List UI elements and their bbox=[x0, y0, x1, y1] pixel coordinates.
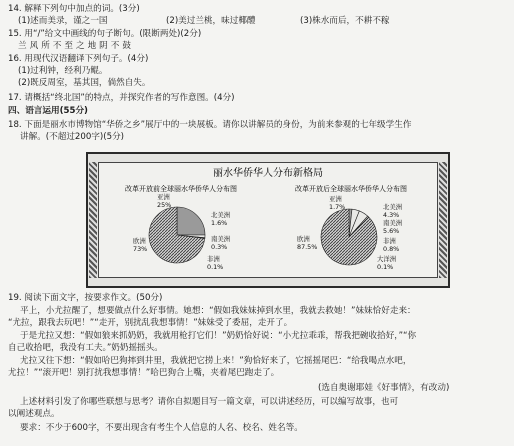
pie-2-label-3-1: 0.8% bbox=[383, 245, 400, 253]
q18-line-1: 18. 下面是丽水市博物馆“华侨之乡”展厅中的一块展板。请你以讲解员的身份，为前来参观的七年级学生作 bbox=[8, 120, 412, 130]
pie-1-label-3-1: 0.1% bbox=[207, 263, 224, 271]
q19-p4b: 以阐述观点。 bbox=[8, 409, 60, 419]
pie-1-label-4-1: 73% bbox=[133, 245, 148, 253]
q16-item-1: (1)过利钟，经利乃鲲。 bbox=[18, 66, 108, 76]
chart-2-title: 改革开放后全球丽水华侨华人分布图 bbox=[295, 185, 407, 193]
q19-p2: 于是尤拉又想：“假如狼来抓奶奶，我就用枪打它们！”奶奶恰好说：“小尤拉乖乖，帮我把碗收拾好，”“你 bbox=[20, 331, 417, 341]
section-4-title: 四、语言运用(55分) bbox=[8, 106, 88, 116]
q19-p4: 上述材料引发了你哪些联想与思考？请你自拟题目写一篇文章，可以讲述经历，可以编写故事，也可 bbox=[20, 397, 399, 407]
pie-1-label-2-0: 南美洲 bbox=[211, 235, 231, 243]
pie-1-label-1-1: 1.6% bbox=[211, 219, 228, 227]
board-border-left bbox=[89, 162, 97, 278]
pie-charts bbox=[99, 163, 437, 277]
pie-2-label-1-0: 北美洲 bbox=[383, 203, 403, 211]
q14-item-2: (2)美过兰桃，味过椰醴 bbox=[166, 16, 256, 26]
board-border-right bbox=[439, 162, 447, 278]
q15-sentence: 兰风所不至之地阴不鼓 bbox=[18, 41, 134, 51]
pie-2-label-5-0: 欧洲 bbox=[297, 235, 310, 243]
pie-1-label-4-0: 欧洲 bbox=[133, 237, 146, 245]
q19-p1b: “尤拉，跟我去玩吧！”“走开，别扰乱我想事情！”妹妹受了委屈，走开了。 bbox=[8, 318, 293, 328]
q19-requirement: 要求：不少于600字，不要出现含有考生个人信息的人名、校名、姓名等。 bbox=[20, 423, 303, 433]
pie-2-label-4-1: 0.1% bbox=[377, 263, 394, 271]
pie-1-label-3-0: 非洲 bbox=[207, 255, 220, 263]
q19-p3: 尤拉又往下想：“假如哈巴狗摔到井里，我就把它捞上来！”狗恰好来了，它摇摇尾巴：“给我喝点水吧， bbox=[20, 356, 412, 366]
q16-title: 16. 用现代汉语翻译下列句子。(4分) bbox=[8, 54, 149, 64]
pie-2-label-3-0: 非洲 bbox=[383, 237, 396, 245]
q19-p3b: 尤拉！”“滚开吧！别打扰我想事情！”哈巴狗合上嘴，夹着尾巴跑走了。 bbox=[8, 368, 280, 378]
pie-1-label-0-0: 亚洲 bbox=[157, 193, 170, 201]
q16-item-2: (2)既反周室，基其国，倘然自失。 bbox=[18, 78, 151, 88]
pie-1-label-1-0: 北美洲 bbox=[211, 211, 231, 219]
pie-1 bbox=[149, 207, 205, 263]
q19-title: 19. 阅读下面文字，按要求作文。(50分) bbox=[8, 293, 163, 303]
q15-title: 15. 用“/”给文中画线的句子断句。(限断两处)(2分) bbox=[8, 29, 202, 39]
pie-2-label-1-1: 4.3% bbox=[383, 211, 400, 219]
q18-line-2: 讲解。(不超过200字)(5分) bbox=[20, 132, 125, 142]
pie-2-label-0-0: 亚洲 bbox=[329, 195, 342, 203]
pie-1-label-0-1: 25% bbox=[157, 201, 172, 209]
pie-2-label-5-1: 87.5% bbox=[297, 243, 318, 251]
pie-2-slice-5 bbox=[321, 209, 377, 265]
pie-2-label-2-0: 南美洲 bbox=[383, 219, 403, 227]
q17-title: 17. 请概括“终北国”的特点，并探究作者的写作意图。(4分) bbox=[8, 93, 235, 103]
q19-source: (选自奥谢耶娃《好事情》，有改动) bbox=[318, 383, 450, 393]
pie-2-label-2-1: 5.6% bbox=[383, 227, 400, 235]
board-panel bbox=[98, 162, 438, 278]
board-title: 丽水华侨华人分布新格局 bbox=[213, 168, 323, 179]
pie-1-label-2-1: 0.3% bbox=[211, 243, 228, 251]
q19-p2b: 自己收拾吧，我没有工夫。”奶奶摇摇头。 bbox=[8, 343, 163, 353]
q14-title: 14. 解释下列句中加点的词。(3分) bbox=[8, 4, 140, 14]
pie-1-slice-0 bbox=[177, 207, 205, 235]
pie-2-label-4-0: 大洋洲 bbox=[377, 255, 397, 263]
exhibit-board bbox=[86, 152, 450, 288]
pie-2-label-0-1: 1.7% bbox=[329, 203, 346, 211]
q14-item-1: (1)述而美录，谨之一国 bbox=[18, 16, 108, 26]
chart-1-title: 改革开放前全球丽水华侨华人分布图 bbox=[125, 185, 237, 193]
pie-2 bbox=[321, 209, 377, 265]
q19-p1: 平上，小尤拉醒了，想要做点什么好事情。她想：“假如我妹妹掉到水里，我就去救她！”妹妹恰好走来： bbox=[20, 306, 416, 316]
q14-item-3: (3)株水而后，不耕不稼 bbox=[300, 16, 390, 26]
